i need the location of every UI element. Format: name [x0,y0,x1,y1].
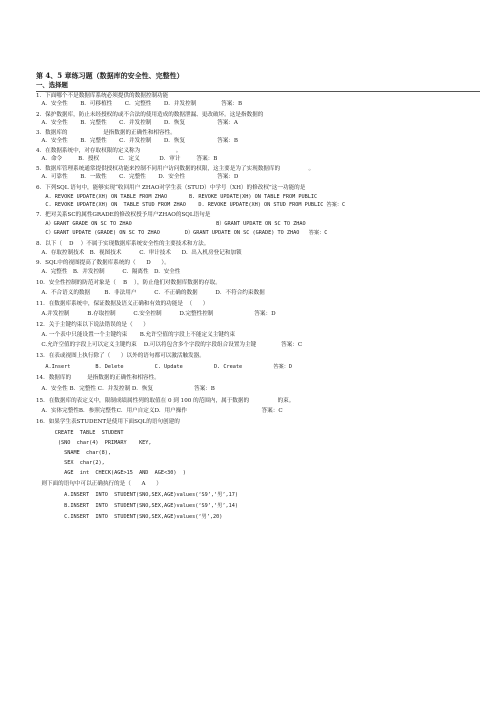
code-line: (SNO char(4) PRIMARY KEY, [36,440,152,446]
code-line: CREATE TABLE STUDENT [36,430,124,436]
option-line: A. 存取控制技术 B. 视图技术 C. 审计技术 D. 出入机房登记和加锁 [36,250,242,256]
option-line: B.INSERT INTO STUDENT(SNO,SEX,AGE)values(‘S9’,‘男’,14) [36,503,238,509]
question-line: 5．数据库管理系统通常提供授权功能来控制不同用户访问数据的权限，这主要是为了实现数据库的 。 [36,166,315,172]
code-line: SNAME char(8), [36,450,111,456]
option-line: C.允许空值的字段上可以定义主键约束 D.可以将包含多个字段的字段组合设置为主键 答案：C [36,342,303,348]
option-line: C.INSERT INTO STUDENT(SNO,SEX,AGE)values(‘男’,20) [36,514,223,520]
option-line: A. 完整性 B. 并发控制 C. 隔离性 D. 安全性 [36,269,181,275]
option-line: A．安全性 B．可移植性 C．完整性 D．并发控制 答案：B [36,101,243,107]
option-line: C）GRANT UPDATE (GRADE) ON SC TO ZHAO D）GRANT UPDATE ON SC (GRADE) TO ZHAO 答案：C [36,230,328,236]
option-line: A）GRANT GRADE ON SC TO ZHAO B）GRANT UPDATE ON SC TO ZHAO [36,221,306,227]
question-line: 13．在表或视图上执行除了（ ）以外的语句都可以激活触发器。 [36,353,205,359]
question-line: 11．在数据库系统中，保证数据及语义正确和有效的功能是 （ ） [36,301,209,307]
question-line: 9．SQL中的视图提高了数据库系统的（ D ）。 [36,260,170,266]
option-line: A.Insert B. Delete C. Update D. Create 答案：D [36,364,293,370]
option-line: A．安全性 B．完整性 C．并发控制 D．恢复 答案：B [36,386,215,392]
option-line: C. REVOKE UPDATE(XH) ON TABLE STUD FROM ZHAO D. REVOKE UPDATE(XH) ON STUD FROM PUBLIC 答案：C [36,202,346,208]
option-line: A．实体完整性B．参照完整性C．用户自定义D．用户操作 答案：C [36,408,283,414]
question-line: 14．数据库的 是指数据的正确性和相容性。 [36,375,160,381]
question-line: 1．下面哪个不是数据库系统必须提供的数据控制功能 [36,93,169,99]
code-line: SEX char(2), [36,460,105,466]
question-line: 4．在数据系统中，对存取权限的定义称为 。 [36,148,182,154]
question-line: 3．数据库的 是指数据的正确性和相容性。 [36,130,176,136]
question-line: 15．在数据库的表定义中，限制成绩属性列的取值在 0 到 100 的范围内，属于数据的 的束。 [36,398,295,404]
option-line: A. 一个表中只能设置一个主键约束 B.允许空值的字段上不能定义主键约束 [36,332,236,338]
option-line: A．安全性 B．完整性 C．并发控制 D．恢复 答案：A [36,120,238,126]
code-line: AGE int CHECK(AGE>15 AND AGE<30) ) [36,470,186,476]
question-line: 10．安全性控制的防范对象是（ B ），防止他们对数据库数据的存取。 [36,280,221,286]
question-line: 12．关于主键约束以下说法错误的是（ ） [36,322,149,328]
section-heading: 一、选择题 [36,81,68,89]
option-line: A．命令 B．授权 C．定义 D．审计 答案：B [36,156,218,162]
option-line: A.INSERT INTO STUDENT(SNO,SEX,AGE)values(‘S9’,‘男’,17) [36,492,238,498]
option-line: A．安全性 B．完整性 C．并发控制 D．恢复 答案：B [36,138,238,144]
document-title: 第 4、5 章练习题（数据库的安全性、完整性） [36,71,184,80]
question-line: 8．以下（ D ）不属于实现数据库系统安全性的主要技术和方法。 [36,241,210,247]
option-line: A．不合语义的数据 B．非法用户 C．不正确的数据 D．不符合约束数据 [36,290,265,296]
title-underline [36,91,480,92]
question-line: 2．保护数据库，防止未经授权的或不合法的使用造成的数据泄漏、更改破坏。这是指数据的 [36,112,264,118]
question-line: 7．把对关系SC的属性GRADE的修改权授予用户ZHAO的SQL语句是 [36,212,211,218]
option-line: A.并发控制 B.存取控制 C.安全控制 D.完整性控制 答案：D [36,311,276,317]
option-line: A．可靠性 B．一致性 C．完整性 D．安全性 答案：D [36,174,239,180]
question-line: 16．如果学生表STUDENT是使用下面SQL的语句创建的 [36,419,180,425]
question-line: 6．下列SQL 语句中，能够实现“收回用户 ZHAO对学生表（STUD）中学号（XH）的修改权”这一功能的是 [36,185,306,191]
option-line: A. REVOKE UPDATE(XH) ON TABLE FROM ZHAO B. REVOKE UPDATE(XH) ON TABLE FROM PUBLIC [36,194,318,200]
question-line: 则下面的语句中可以正确执行的是（ A ） [36,481,162,487]
